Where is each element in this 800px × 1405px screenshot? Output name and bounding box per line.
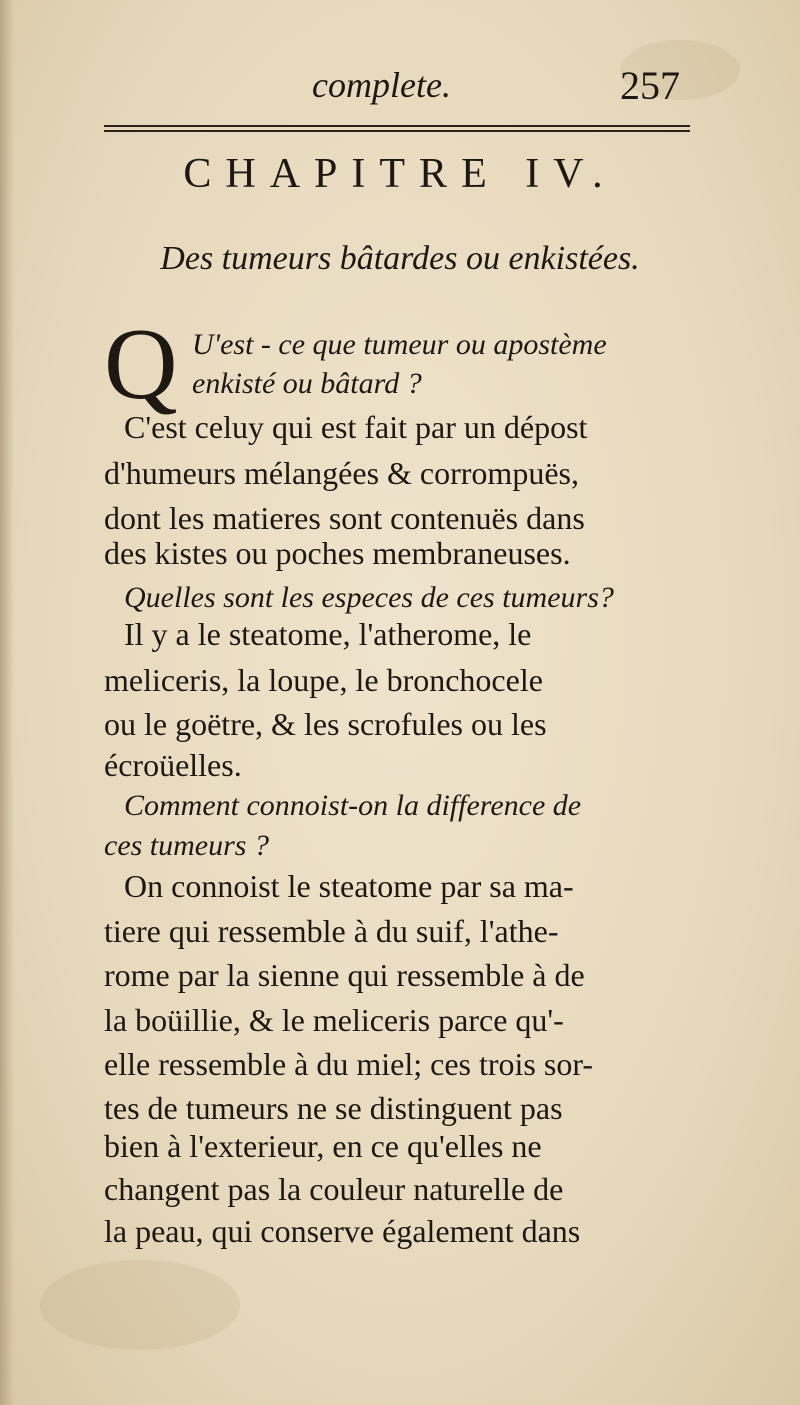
- question-line: ces tumeurs ?: [104, 829, 269, 862]
- answer-line: écroüelles.: [104, 747, 242, 783]
- answer-line: meliceris, la loupe, le bronchocele: [104, 662, 543, 698]
- answer-line: la boüillie, & le meliceris parce qu'-: [104, 1002, 564, 1038]
- running-head-title: complete.: [312, 65, 451, 105]
- answer-line: elle ressemble à du miel; ces trois sor-: [104, 1046, 593, 1082]
- question-line: U'est - ce que tumeur ou apostème: [192, 328, 607, 361]
- ornamental-rule: [104, 124, 690, 133]
- answer-line: ou le goëtre, & les scrofules ou les: [104, 706, 547, 742]
- answer-line: bien à l'exterieur, en ce qu'elles ne: [104, 1128, 542, 1164]
- answer-line: rome par la sienne qui ressemble à de: [104, 957, 585, 993]
- page-gutter-shadow: [0, 0, 14, 1405]
- drop-capital: Q: [104, 308, 178, 421]
- chapter-subtitle: Des tumeurs bâtardes ou enkistées.: [160, 240, 640, 277]
- running-head: [0, 62, 800, 112]
- chapter-heading: CHAPITRE IV.: [183, 151, 617, 197]
- answer-line: d'humeurs mélangées & corrompuës,: [104, 455, 579, 491]
- answer-line: tes de tumeurs ne se distinguent pas: [104, 1090, 563, 1126]
- question-line: Quelles sont les especes de ces tumeurs?: [124, 581, 614, 614]
- paper-stain: [40, 1260, 240, 1350]
- answer-line: la peau, qui conserve également dans: [104, 1213, 581, 1249]
- question-line: enkisté ou bâtard ?: [192, 367, 422, 400]
- answer-line: Il y a le steatome, l'atherome, le: [124, 616, 532, 652]
- answer-line: C'est celuy qui est fait par un dépost: [124, 409, 588, 445]
- answer-line: On connoist le steatome par sa ma-: [124, 868, 574, 904]
- answer-line: tiere qui ressemble à du suif, l'athe-: [104, 913, 559, 949]
- answer-line: dont les matieres sont contenuës dans: [104, 500, 585, 536]
- page-number: 257: [620, 63, 680, 108]
- answer-line: des kistes ou poches membraneuses.: [104, 535, 571, 571]
- answer-line: changent pas la couleur naturelle de: [104, 1171, 564, 1207]
- question-line: Comment connoist-on la difference de: [124, 789, 582, 822]
